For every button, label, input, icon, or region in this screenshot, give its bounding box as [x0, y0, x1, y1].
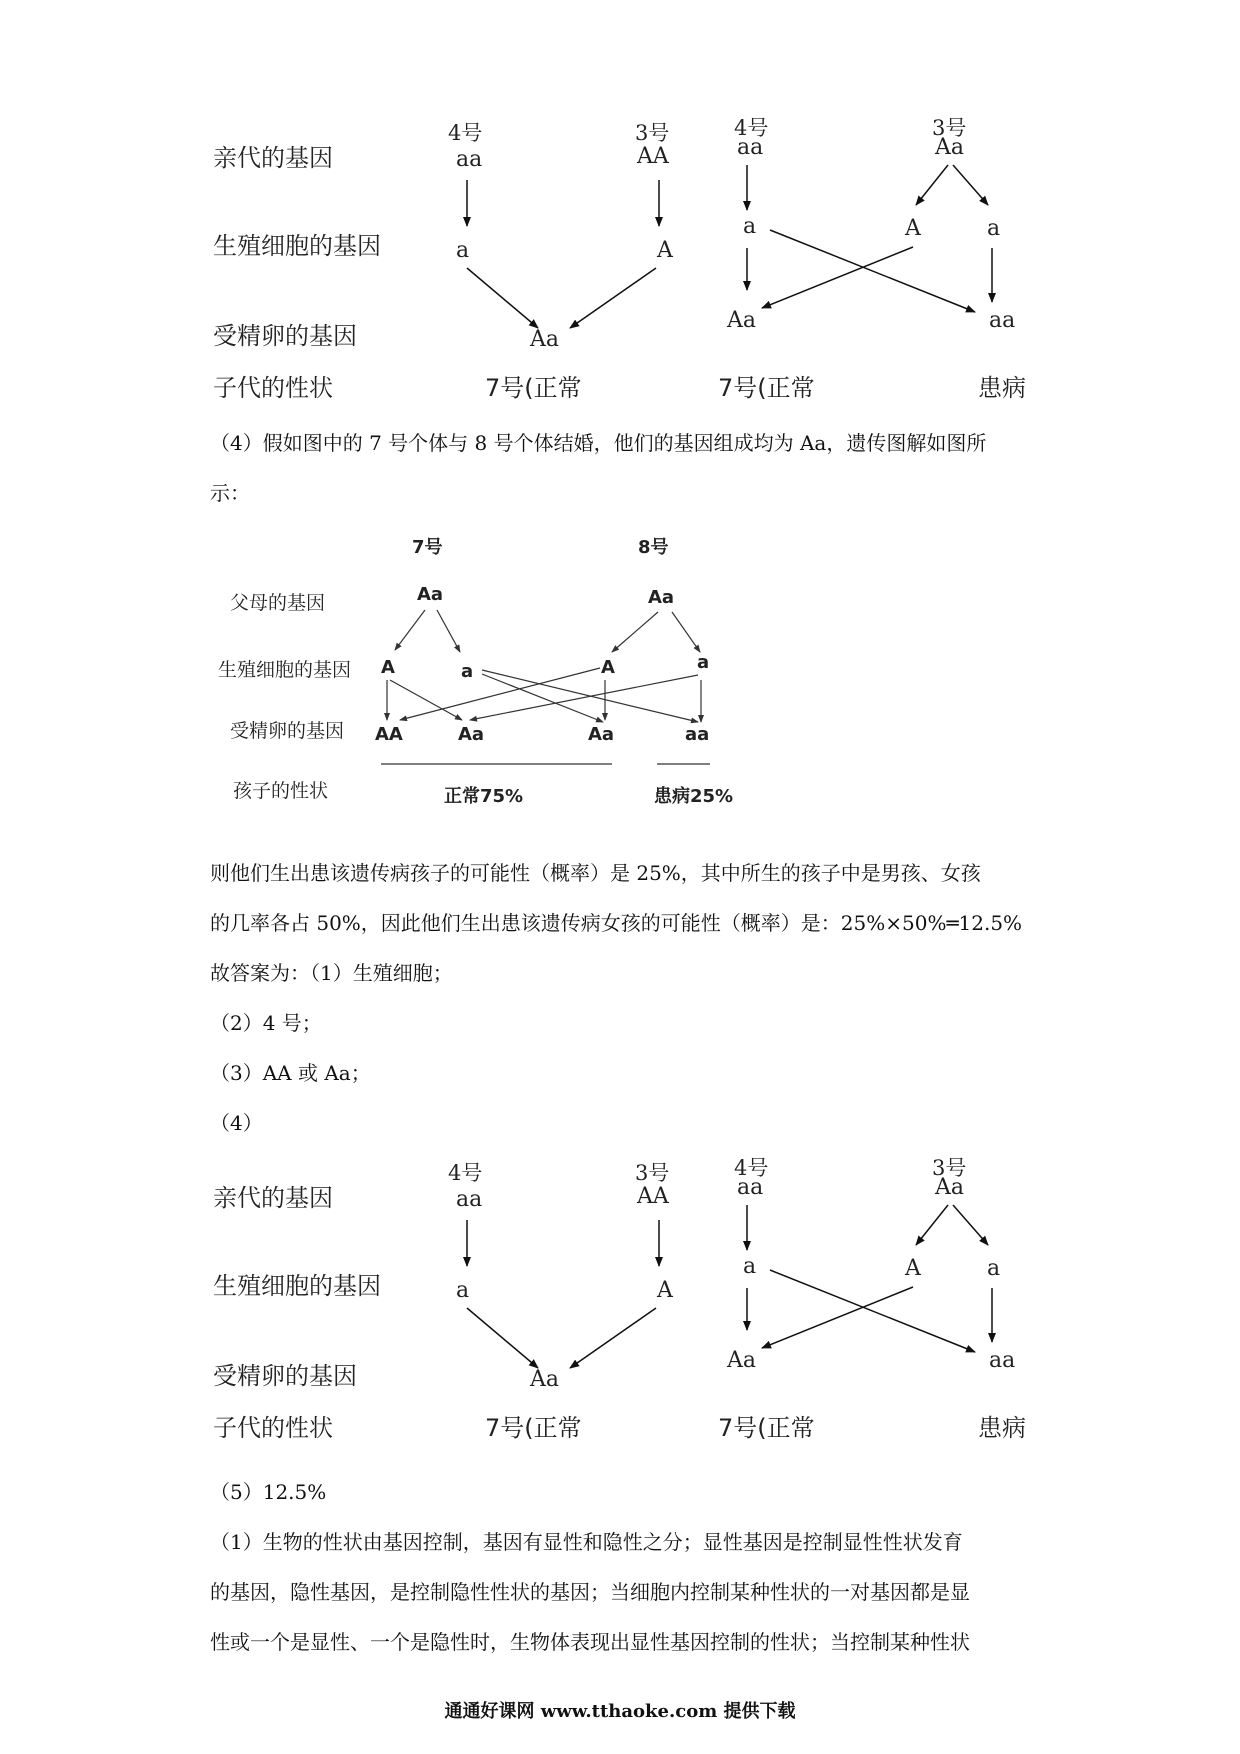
row-label-gamete-genes: 生殖细胞的基因	[213, 232, 381, 260]
parent-3-label: 3号	[635, 121, 670, 145]
gamete-a-right: a	[743, 214, 757, 239]
offspring-sick-2: 患病	[978, 1414, 1026, 1442]
gamete-7-a: a	[461, 661, 474, 682]
parent-3-label-2: 3号	[635, 1161, 670, 1185]
parent-4-label-right-2: 4号	[734, 1156, 769, 1180]
gamete-A-2: A	[657, 1278, 673, 1303]
parent-3-genes-2: AA	[637, 1184, 669, 1209]
text2-line3: 故答案为：（1）生殖细胞；	[210, 961, 453, 985]
offspring-7-normal-2: 7号(正常	[485, 1414, 582, 1442]
zygote-Aa-2: Aa	[530, 1367, 560, 1392]
zygote-aa-right: aa	[989, 308, 1016, 333]
parent-4-label-2: 4号	[448, 1161, 483, 1185]
offspring-7-normal-right-2: 7号(正常	[718, 1414, 815, 1442]
zygote-AA: AA	[375, 724, 403, 745]
parent-3-genes-right-2: Aa	[935, 1175, 965, 1200]
parent-3-label-right: 3号	[932, 116, 967, 140]
phenotype-normal-75: 正常75%	[444, 786, 524, 807]
offspring-7-normal-right: 7号(正常	[718, 374, 815, 402]
genetic-cross-diagram-7x8	[0, 530, 1240, 820]
parent-4-genes-2: aa	[456, 1187, 483, 1212]
row-label-child-trait: 孩子的性状	[233, 780, 329, 802]
zygote-Aa-right-2: Aa	[727, 1348, 757, 1373]
gamete-a2-right-2: a	[987, 1256, 1001, 1281]
parent-3-genes: AA	[637, 144, 669, 169]
text3-line3: 的基因，隐性基因，是控制隐性性状的基因；当细胞内控制某种性状的一对基因都是显	[210, 1580, 970, 1604]
zygote-Aa-right: Aa	[727, 308, 757, 333]
explanation-paragraph	[210, 1467, 1040, 1667]
parent-3-label-right-2: 3号	[932, 1156, 967, 1180]
row-label-zygote-genes: 受精卵的基因	[213, 322, 357, 350]
row-label-zygote-genes-2: 受精卵的基因	[213, 1362, 357, 1390]
zygote-Aa-2: Aa	[588, 724, 615, 745]
row-label-offspring-trait-2: 子代的性状	[213, 1414, 333, 1442]
text2-line6: （4）	[210, 1111, 263, 1135]
zygote-Aa: Aa	[530, 327, 560, 352]
text3-line2: （1）生物的性状由基因控制，基因有显性和隐性之分；显性基因是控制显性性状发育	[210, 1530, 963, 1554]
page-footer: 通通好课网 www.tthaoke.com 提供下载	[444, 1701, 796, 1722]
row-label-parents: 父母的基因	[230, 592, 326, 614]
text2-line1: 则他们生出患该遗传病孩子的可能性（概率）是 25%，其中所生的孩子中是男孩、女孩	[210, 861, 981, 885]
zygote-aa-right-2: aa	[989, 1348, 1016, 1373]
gamete-A: A	[657, 238, 673, 263]
q4-intro-line1: （4）假如图中的 7 号个体与 8 号个体结婚，他们的基因组成均为 Aa，遗传图解如图所	[210, 431, 987, 455]
gamete-8-a: a	[697, 652, 710, 673]
gamete-A-right-2: A	[905, 1256, 921, 1281]
text2-line5: （3）AA 或 Aa；	[210, 1061, 371, 1085]
row-label-offspring-trait: 子代的性状	[213, 374, 333, 402]
row-label-gamete-genes-2: 生殖细胞的基因	[213, 1272, 381, 1300]
cross-diagram-2	[0, 1135, 1240, 1465]
zygote-aa: aa	[685, 724, 710, 745]
row-label-zygotes: 受精卵的基因	[230, 720, 345, 742]
answer-paragraph	[210, 848, 1040, 1148]
parent-7-label: 7号	[412, 537, 443, 558]
text2-line2: 的几率各占 50%，因此他们生出患该遗传病女孩的可能性（概率）是：25%×50%═12.5%	[210, 911, 1023, 935]
gamete-A-right: A	[905, 216, 921, 241]
parent-4-genes-right: aa	[737, 135, 764, 160]
gamete-a2-right: a	[987, 216, 1001, 241]
gamete-8-A: A	[601, 657, 615, 678]
parent-8-label: 8号	[638, 537, 669, 558]
zygote-Aa-1: Aa	[458, 724, 485, 745]
gamete-a-2: a	[456, 1278, 470, 1303]
parent-4-label: 4号	[448, 121, 483, 145]
cross-diagram-1	[0, 95, 1240, 425]
offspring-sick: 患病	[978, 374, 1026, 402]
text3-line1: （5）12.5%	[210, 1480, 327, 1504]
phenotype-sick-25: 患病25%	[654, 786, 734, 807]
parent-8-genes: Aa	[648, 587, 675, 608]
parent-4-label-right: 4号	[734, 116, 769, 140]
q4-intro-paragraph	[210, 418, 1040, 518]
offspring-7-normal: 7号(正常	[485, 374, 582, 402]
text2-line4: （2）4 号；	[210, 1011, 322, 1035]
q4-intro-line2: 示：	[210, 481, 250, 505]
parent-4-genes-right-2: aa	[737, 1175, 764, 1200]
row-label-parent-genes-2: 亲代的基因	[213, 1184, 333, 1212]
parent-3-genes-right: Aa	[935, 135, 965, 160]
text3-line4: 性或一个是显性、一个是隐性时，生物体表现出显性基因控制的性状；当控制某种性状	[210, 1630, 970, 1654]
gamete-a-right-2: a	[743, 1254, 757, 1279]
parent-4-genes: aa	[456, 147, 483, 172]
gamete-7-A: A	[381, 657, 395, 678]
row-label-parent-genes: 亲代的基因	[213, 144, 333, 172]
row-label-gametes: 生殖细胞的基因	[218, 659, 352, 681]
gamete-a: a	[456, 238, 470, 263]
parent-7-genes: Aa	[417, 584, 444, 605]
